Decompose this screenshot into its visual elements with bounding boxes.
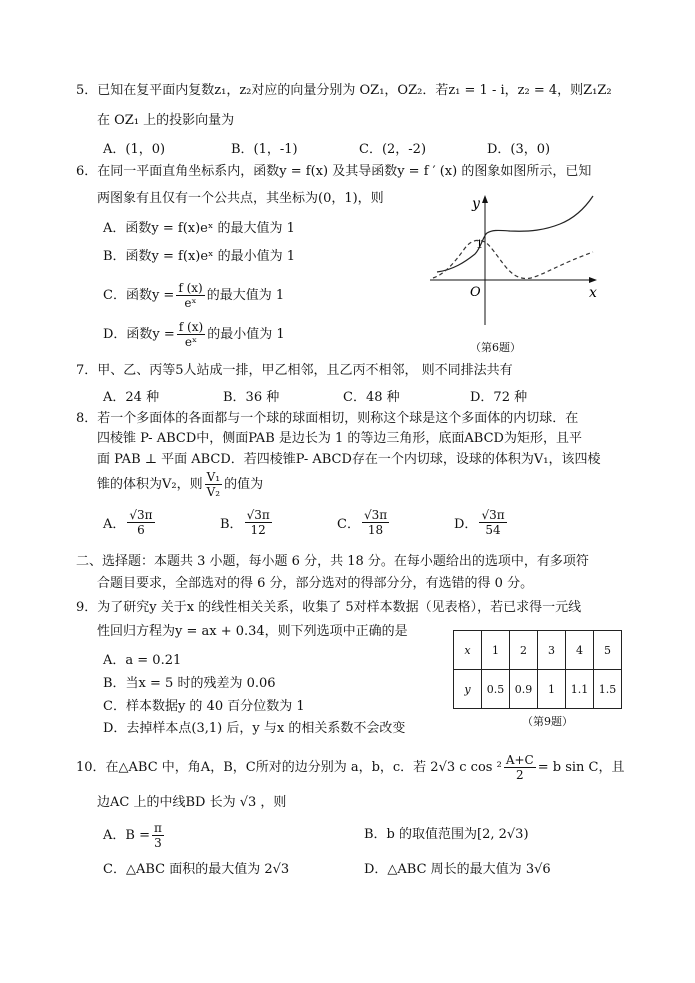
q6-origin-label: O [470, 285, 481, 300]
q9-table-row-x [454, 631, 622, 670]
q8-option-d[interactable] [454, 508, 509, 537]
q9-cell-y-head: y [454, 670, 482, 709]
section2-line2: 合题目要求，全部选对的得 6 分，部分选对的得部分分，有选错的得 0 分。 [97, 576, 534, 591]
q6-option-d-num: f (x) [178, 320, 204, 334]
q6-x-arrow [589, 277, 597, 283]
q8-stem-line1: 8．若一个多面体的各面都与一个球的球面相切，则称这个球是这个多面体的内切球．在 [76, 411, 579, 426]
q6-option-c[interactable] [103, 281, 284, 310]
q6-option-c-post: 的最大值为 1 [206, 287, 285, 303]
q10-option-a-pre: A．B = [103, 827, 150, 843]
q10-option-a-num: π [153, 821, 162, 835]
q8-option-d-label: D． [454, 517, 478, 532]
q8-option-d-frac [479, 508, 506, 537]
q6-y-arrow [482, 195, 488, 203]
q8-option-d-num: √3π [481, 508, 505, 522]
q8-line4-pre: 锥的体积为V₂，则 [97, 476, 203, 492]
q10-line1-fraction [504, 753, 536, 782]
q8-option-c[interactable] [337, 508, 454, 537]
q9-cell-x3: 3 [538, 631, 566, 670]
q6-option-d-pre: D．函数y = [103, 326, 175, 342]
q6-fprime-curve [433, 240, 593, 278]
q6-x-label: x [589, 285, 597, 301]
q5-options [103, 138, 550, 157]
q9-cell-y5: 1.5 [594, 670, 622, 709]
q6-option-b[interactable]: B．函数y = f(x)eˣ 的最小值为 1 [103, 249, 296, 264]
q8-option-c-frac [362, 508, 389, 537]
q6-option-d-fraction [177, 320, 205, 349]
q9-cell-y2: 0.9 [510, 670, 538, 709]
q10-line1-den: 2 [515, 768, 524, 782]
q10-stem-line1 [76, 753, 624, 782]
q8-stem-line4 [97, 470, 263, 499]
q10-option-a-den: 3 [154, 836, 162, 850]
q6-option-c-den: eˣ [184, 296, 197, 310]
q5-stem-line1: 5．已知在复平面内复数z₁，z₂对应的向量分别为 OZ₁，OZ₂．若z₁ = 1 - i，z₂ = 4，则Z₁Z₂ [76, 83, 612, 98]
q9-caption: （第9题） [522, 715, 573, 728]
q8-stem-line2: 四棱锥 P- ABCD中，侧面PAB 是边长为 1 的等边三角形，底面ABCD为矩形，且平 [97, 431, 582, 446]
q7-option-c[interactable]: C．48 种 [343, 390, 400, 405]
q6-option-a[interactable]: A．函数y = f(x)eˣ 的最大值为 1 [103, 221, 295, 236]
q10-line1-num: A+C [505, 753, 534, 767]
q5-option-a[interactable]: A．(1，0) [103, 142, 166, 157]
q8-line4-post: 的值为 [224, 476, 264, 492]
q8-ratio-den: V₂ [206, 485, 221, 499]
q8-option-c-den: 18 [367, 523, 384, 537]
q8-option-c-num: √3π [363, 508, 388, 522]
q10-option-a[interactable] [103, 821, 166, 850]
q8-option-a-num: √3π [129, 508, 153, 522]
section2-line1: 二、选择题：本题共 3 小题，每小题 6 分，共 18 分。在每小题给出的选项中，有多项符 [76, 554, 589, 569]
q9-cell-x4: 4 [566, 631, 594, 670]
q8-option-a-label: A． [103, 517, 126, 532]
q6-stem-line1: 6．在同一平面直角坐标系内，函数y = f(x) 及其导函数y = f ′ (x) 的图象如图所示，已知 [76, 164, 592, 179]
q8-option-b-label: B． [220, 517, 243, 532]
q6-option-c-fraction [176, 281, 204, 310]
q8-options [103, 508, 509, 537]
q6-stem-line2: 两图象有且仅有一个公共点，其坐标为(0，1)，则 [97, 191, 384, 206]
q8-option-a[interactable] [103, 508, 220, 537]
q9-cell-x1: 1 [482, 631, 510, 670]
q8-option-b-frac [245, 508, 272, 537]
q8-ratio-num: V₁ [206, 470, 221, 484]
q5-option-c[interactable]: C．(2，-2) [359, 142, 427, 157]
q9-option-c[interactable]: C．样本数据y 的 40 百分位数为 1 [103, 699, 305, 714]
q10-option-c[interactable]: C．△ABC 面积的最大值为 2√3 [103, 862, 290, 877]
q5-stem-line2: 在 OZ₁ 上的投影向量为 [97, 113, 235, 128]
q7-option-a[interactable]: A．24 种 [103, 390, 160, 405]
q5-option-d[interactable]: D．(3，0) [487, 142, 551, 157]
q9-cell-y3: 1 [538, 670, 566, 709]
q10-option-d[interactable]: D．△ABC 周长的最大值为 3√6 [364, 862, 551, 877]
q9-option-b[interactable]: B．当x = 5 时的残差为 0.06 [103, 676, 276, 691]
q6-option-d[interactable] [103, 320, 285, 349]
q6-caption: （第6题） [470, 341, 521, 354]
q6-option-d-post: 的最小值为 1 [207, 326, 285, 342]
q8-option-d-den: 54 [485, 523, 501, 537]
q7-option-b[interactable]: B．36 种 [223, 390, 280, 405]
q6-graph [425, 190, 605, 330]
q5-option-b[interactable]: B．(1，-1) [231, 142, 298, 157]
q8-ratio [205, 470, 222, 499]
q7-options [103, 386, 527, 405]
q10-line1-pre: 10．在△ABC 中，角A，B，C所对的边分别为 a，b，c．若 2√3 c cos ² [76, 759, 502, 775]
q8-option-b[interactable] [220, 508, 337, 537]
q9-stem-line1: 9．为了研究y 关于x 的线性相关关系，收集了 5对样本数据（见表格），若已求得一元线 [76, 600, 582, 615]
q9-cell-y1: 0.5 [482, 670, 510, 709]
q10-line1-post: = b sin C，且 [537, 759, 625, 775]
q6-y-label: y [472, 196, 480, 212]
q9-stem-line2: 性回归方程为y = ax + 0.34，则下列选项中正确的是 [97, 624, 408, 639]
q8-option-c-label: C． [337, 517, 360, 532]
q7-stem: 7．甲、乙、丙等5人站成一排，甲乙相邻，且乙丙不相邻， 则不同排法共有 [76, 363, 513, 378]
q8-option-a-den: 6 [137, 523, 145, 537]
q6-point-label: 1 [476, 238, 483, 251]
q9-data-table [453, 630, 622, 709]
q8-option-b-den: 12 [250, 523, 266, 537]
q9-cell-x-head: x [454, 631, 482, 670]
q9-table-row-y [454, 670, 622, 709]
q6-option-c-num: f (x) [178, 281, 203, 295]
q9-cell-y4: 1.1 [566, 670, 594, 709]
q9-cell-x5: 5 [594, 631, 622, 670]
q6-option-d-den: eˣ [184, 335, 198, 349]
q9-cell-x2: 2 [510, 631, 538, 670]
q8-option-b-num: √3π [246, 508, 270, 522]
q9-option-a[interactable]: A．a = 0.21 [103, 653, 182, 668]
q10-stem-line2: 边AC 上的中线BD 长为 √3 ，则 [97, 795, 287, 810]
q10-option-a-frac [152, 821, 164, 850]
q8-option-a-frac [127, 508, 154, 537]
q9-option-d[interactable]: D．去掉样本点(3,1) 后，y 与x 的相关系数不会改变 [103, 721, 406, 736]
q6-option-c-pre: C．函数y = [103, 287, 175, 303]
q8-stem-line3: 面 PAB ⊥ 平面 ABCD．若四棱锥P- ABCD存在一个内切球，设球的体积为V₁，该四棱 [97, 452, 601, 467]
q10-option-b[interactable]: B．b 的取值范围为[2, 2√3) [364, 827, 529, 842]
q6-f-curve [437, 196, 593, 272]
q7-option-d[interactable]: D．72 种 [470, 390, 528, 405]
